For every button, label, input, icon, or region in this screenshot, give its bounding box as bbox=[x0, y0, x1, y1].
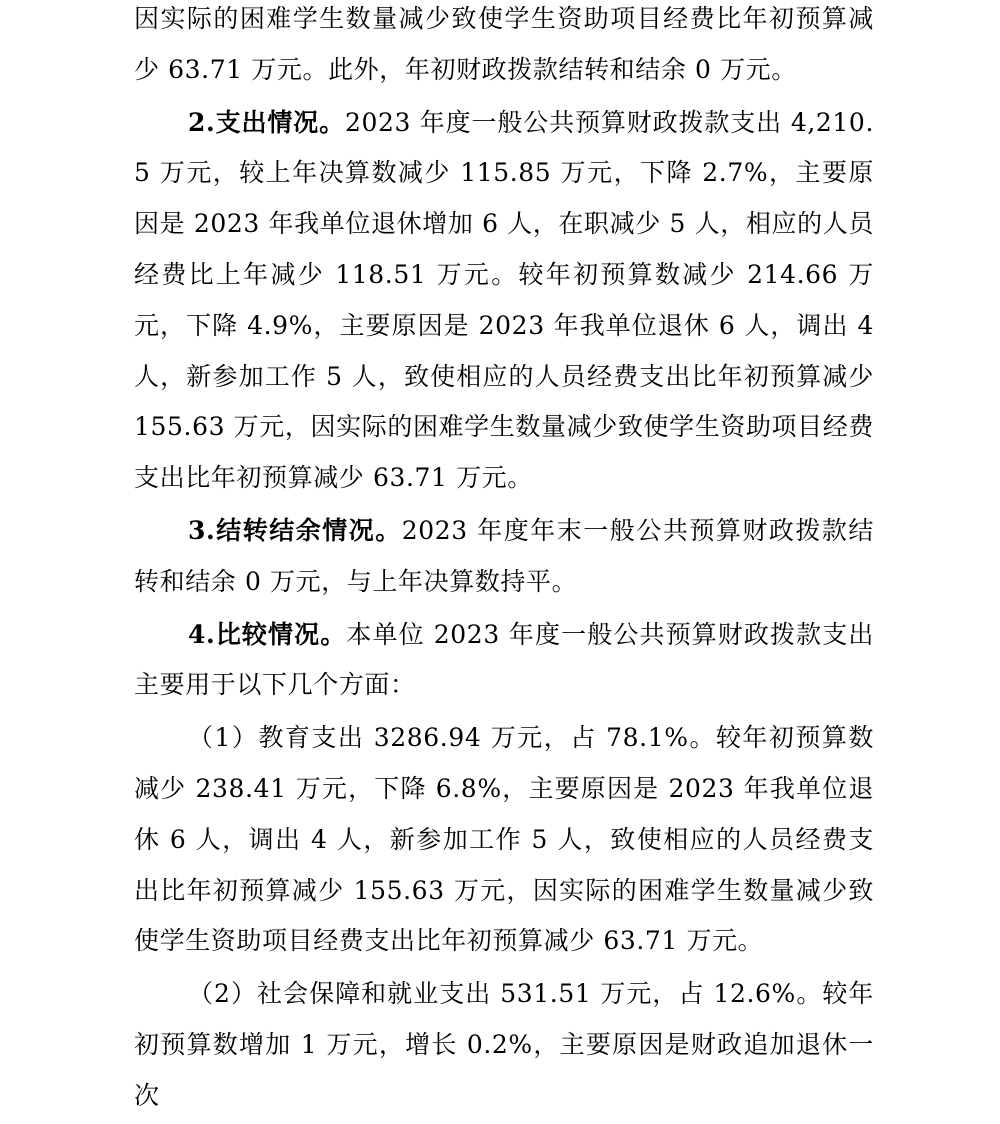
paragraph-text: （2）社会保障和就业支出 531.51 万元，占 12.6%。较年初预算数增加 1 万元，增长 0.2%，主要原因是财政追加退休一次 bbox=[134, 979, 874, 1110]
paragraph-carryover bbox=[134, 506, 874, 608]
section-heading: 2.支出情况。 bbox=[188, 107, 345, 137]
paragraph-text: （1）教育支出 3286.94 万元，占 78.1%。较年初预算数减少 238.41 万元，下降 6.8%，主要原因是 2023 年我单位退休 6 人，调出 4 人，新参加工作 5 人，致使相应的人员经费支出比年初预算减少 155.63 万元，因实际的困难学生数量减少致使学生资助项目经费支出比年初预算减少 63.71 万元。 bbox=[134, 723, 874, 956]
paragraph-text: 2023 年度年末一般公共预算财政拨款结转和结余 0 万元，与上年决算数持平。 bbox=[134, 515, 874, 596]
paragraph-text: 2023 年度一般公共预算财政拨款支出 4,210.5 万元，较上年决算数减少 115.85 万元，下降 2.7%，主要原因是 2023 年我单位退休增加 6 人，在职减少 5 人，相应的人员经费比上年减少 118.51 万元。较年初预算数减少 214.66 万元，下降 4.9%，主要原因是 2023 年我单位退休 6 人，调出 4 人，新参加工作 5 人，致使相应的人员经费支出比年初预算减少 155.63 万元，因实际的困难学生数量减少致使学生资助项目经费支出比年初预算减少 63.71 万元。 bbox=[134, 107, 874, 493]
section-heading: 4.比较情况。 bbox=[188, 619, 347, 649]
paragraph-social-security bbox=[134, 969, 874, 1121]
paragraph-text: 因实际的困难学生数量减少致使学生资助项目经费比年初预算减少 63.71 万元。此外，年初财政拨款结转和结余 0 万元。 bbox=[134, 4, 874, 84]
paragraph-expenditure bbox=[134, 98, 874, 504]
document-page bbox=[134, 0, 874, 1124]
paragraph-continuation bbox=[134, 0, 874, 96]
paragraph-education bbox=[134, 713, 874, 967]
section-heading: 3.结转结余情况。 bbox=[188, 515, 402, 545]
paragraph-text: 本单位 2023 年度一般公共预算财政拨款支出主要用于以下几个方面： bbox=[134, 619, 874, 700]
paragraph-comparison bbox=[134, 610, 874, 712]
